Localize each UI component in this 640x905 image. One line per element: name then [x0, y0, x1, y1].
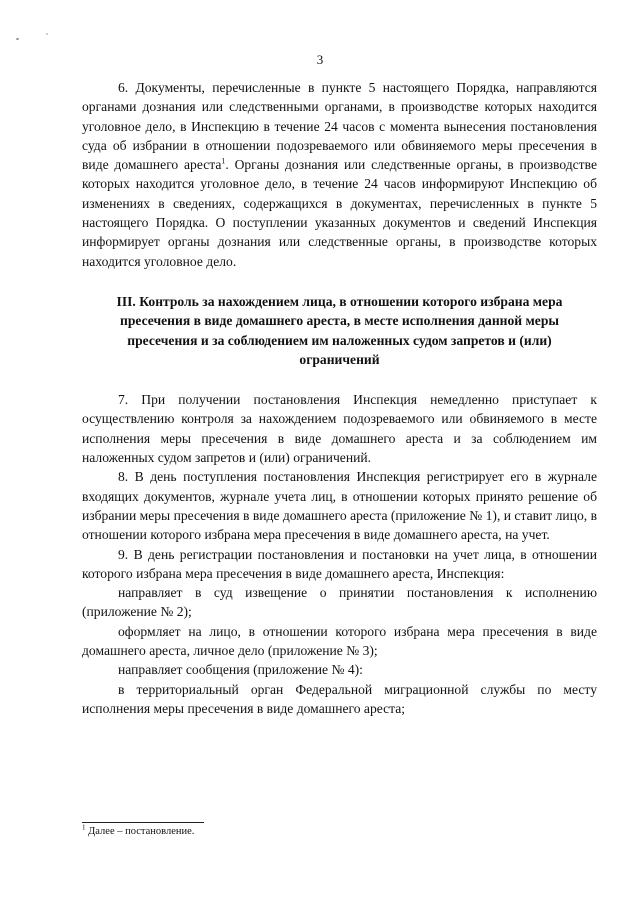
paragraph-6: 6. Документы, перечисленные в пункте 5 настоящего Порядка, направляются органами дознания или следственными органами, в производстве которых находится уголовное дело, в Инспекцию в течение 24 часов с момента вынесения постановления суда об избрании в отношении подозреваемого или обвиняемого меры пресечения в виде домашнего ареста$^1$. Органы дознания или следственные органы, в производстве которых находится уголовное дело, в течение 24 часов информируют Инспекцию об изменениях в сведениях, содержащихся в документах, перечисленных в пункте 5 настоящего Порядка. О поступлении указанных документов и сведений Инспекция информирует органы дознания или следственные органы, в производстве которых находится уголовное дело.	[82, 80, 597, 269]
footnote-number: 1	[82, 823, 86, 832]
list-item-personal-file: оформляет на лицо, в отношении которого избрана мера пресечения в виде домашнего ареста, личное дело (приложение № 3);	[82, 623, 597, 659]
section-heading: III. Контроль за нахождением лица, в отношении которого избрана мера пресечения в виде домашнего ареста, в месте исполнения данной меры пресечения и за соблюдением им наложенных судом запретов и (или) ограничений	[116, 293, 563, 367]
scan-artifact	[46, 33, 48, 35]
paragraph-7: 7. При получении постановления Инспекция немедленно приступает к осуществлению контроля за нахождением подозреваемого или обвиняемого в месте исполнения меры пресечения в виде домашнего ареста и за соблюдением им наложенных судом запретов и (или) ограничений.	[82, 392, 597, 466]
scan-artifact	[16, 38, 19, 40]
footnote-divider	[82, 822, 204, 823]
list-item-notice: направляет в суд извещение о принятии постановления к исполнению (приложение № 2);	[82, 585, 597, 620]
footnote-reference: 1	[221, 156, 226, 166]
page-number: 3	[316, 52, 324, 67]
document-body	[82, 78, 597, 718]
list-item-messages: направляет сообщения (приложение № 4):	[118, 662, 363, 678]
paragraph-8: 8. В день поступления постановления Инспекция регистрирует его в журнале входящих документов, журнале учета лиц, в отношении которых принято решение об избрании меры пресечения в виде домашнего ареста (приложение № 1), и ставит лицо, в отношении которого избрана мера пресечения в виде домашнего ареста, на учет.	[82, 469, 597, 543]
paragraph-9: 9. В день регистрации постановления и постановки на учет лица, в отношении которого избрана мера пресечения в виде домашнего ареста, Инспекция:	[82, 546, 597, 581]
footnote	[82, 825, 194, 839]
list-item-migration-service: в территориальный орган Федеральной миграционной службы по месту исполнения меры пресечения в виде домашнего ареста;	[82, 681, 597, 716]
footnote-text: Далее – постановление.	[85, 826, 195, 837]
